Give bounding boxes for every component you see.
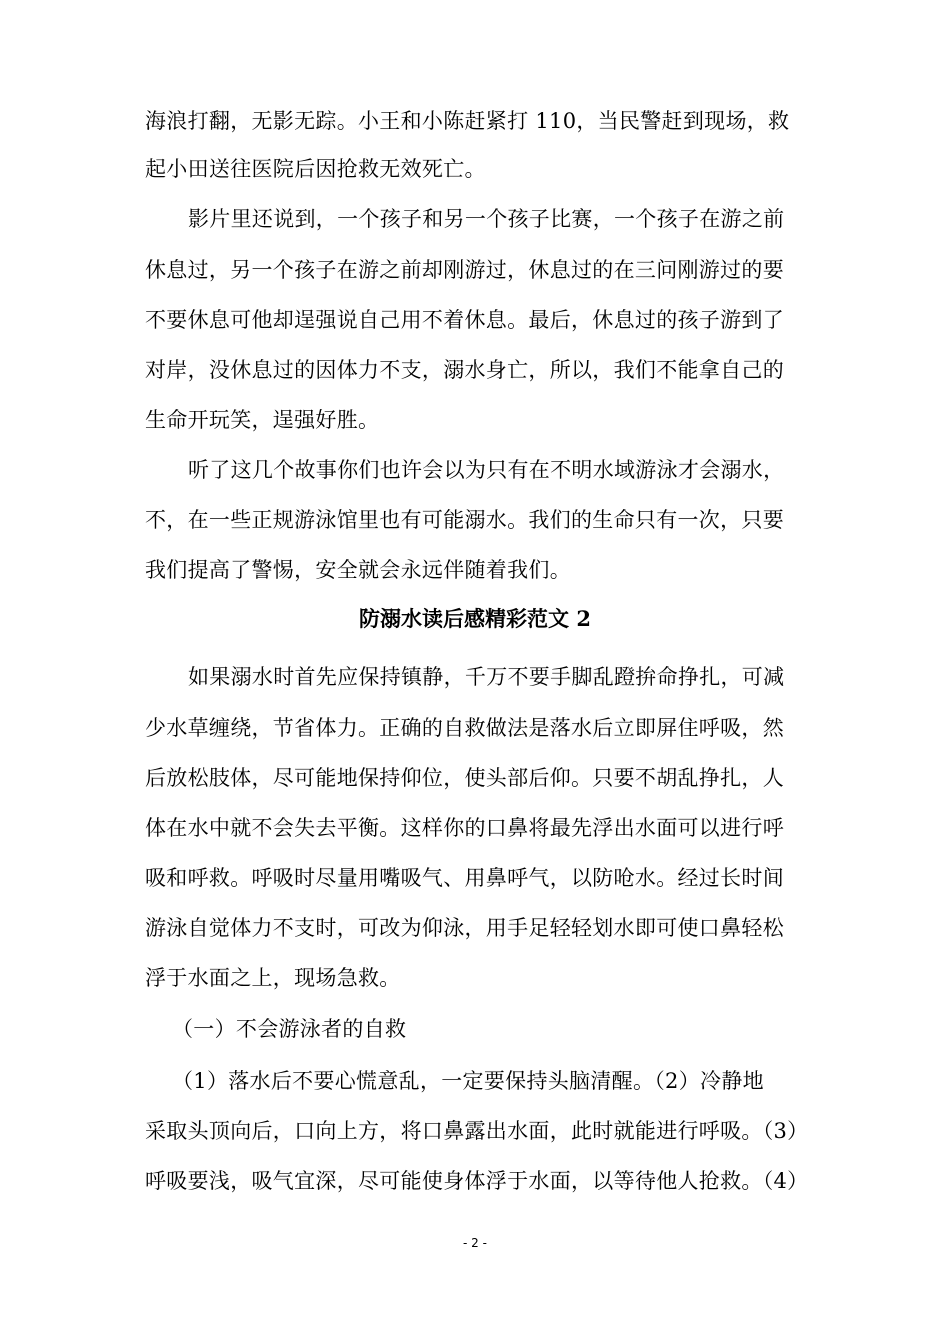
paragraph-line: 体在水中就不会失去平衡。这样你的口鼻将最先浮出水面可以进行呼 [145,816,784,840]
paragraph-line: 我们提高了警惕，安全就会永远伴随着我们。 [145,558,571,582]
paragraph-line: 呼吸要浅，吸气宜深，尽可能使身体浮于水面，以等待他人抢救。（4） [145,1169,809,1193]
paragraph-line: 不要休息可他却逞强说自己用不着休息。最后，休息过的孩子游到了 [145,308,784,332]
paragraph-line: 海浪打翻，无影无踪。小王和小陈赶紧打 110，当民警赶到现场，救 [145,109,790,133]
subsection-title: （一）不会游泳者的自救 [172,1017,407,1041]
section-heading: 防溺水读后感精彩范文 2 [359,606,591,631]
paragraph-line: 游泳自觉体力不支时，可改为仰泳，用手足轻轻划水即可使口鼻轻松 [145,916,784,940]
paragraph-line: 浮于水面之上，现场急救。 [145,966,401,990]
paragraph-line: 少水草缠绕，节省体力。正确的自救做法是落水后立即屏住呼吸，然 [145,716,784,740]
paragraph-line: 后放松肢体，尽可能地保持仰位，使头部后仰。只要不胡乱挣扎，人 [145,766,784,790]
paragraph-line: 起小田送往医院后因抢救无效死亡。 [145,157,486,181]
paragraph-line: 不，在一些正规游泳馆里也有可能溺水。我们的生命只有一次，只要 [145,508,784,532]
paragraph-line: （1）落水后不要心慌意乱，一定要保持头脑清醒。（2）冷静地 [172,1069,764,1093]
paragraph-line: 生命开玩笑，逞强好胜。 [145,408,380,432]
paragraph-line: 采取头顶向后，口向上方，将口鼻露出水面，此时就能进行呼吸。（3） [145,1119,809,1143]
paragraph-line: 休息过，另一个孩子在游之前却刚游过，休息过的在三问刚游过的要 [145,258,784,282]
paragraph-line: 如果溺水时首先应保持镇静，千万不要手脚乱蹬拚命挣扎，可减 [188,665,785,689]
page-number: - 2 - [463,1236,487,1250]
paragraph-line: 听了这几个故事你们也许会以为只有在不明水域游泳才会溺水， [188,458,785,482]
paragraph-line: 吸和呼救。呼吸时尽量用嘴吸气、用鼻呼气，以防呛水。经过长时间 [145,866,784,890]
paragraph-line: 对岸，没休息过的因体力不支，溺水身亡，所以，我们不能拿自己的 [145,358,784,382]
paragraph-line: 影片里还说到，一个孩子和另一个孩子比赛，一个孩子在游之前 [188,207,785,231]
